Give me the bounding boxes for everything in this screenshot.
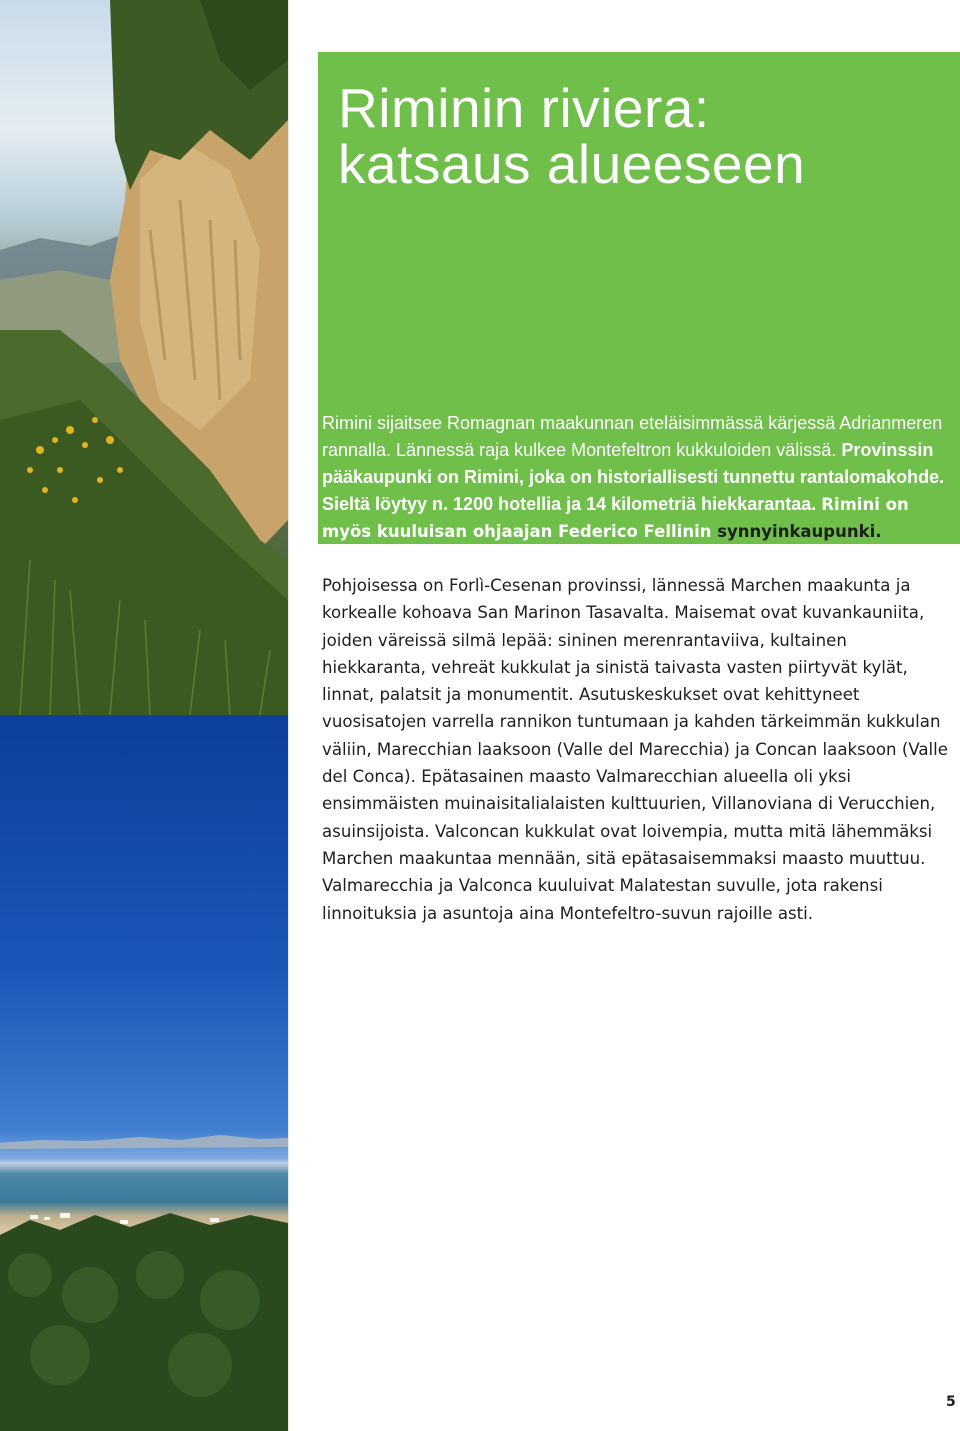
title-line-2: katsaus alueeseen — [338, 133, 806, 195]
intro-part-1: Rimini sijaitsee Romagnan maakunnan eteläisimmässä kärjessä Adrianmeren rannalla. Lännessä raja kulkee Montefeltron kukkuloiden välissä. — [322, 413, 943, 460]
page-number: 5 — [946, 1394, 956, 1410]
column-divider — [288, 0, 289, 1431]
page-title — [338, 77, 806, 195]
intro-part-2: Provinssin pääkaupunki on Rimini, joka on historiallisesti tunnettu rantalomakohde. Sieltä löytyy n. 1200 hotellia ja 14 kilometriä hiekkarantaa. — [322, 440, 945, 514]
intro-part-3: Rimini on myös kuuluisan ohjaajan Federico Fellinin — [322, 495, 909, 541]
title-line-1: Riminin riviera: — [338, 77, 710, 139]
intro-part-3-end: synnyinkaupunki. — [717, 522, 882, 541]
beach-landscape-photo — [0, 715, 288, 1431]
cliff-photo-art — [0, 0, 288, 715]
beach-photo-art — [0, 715, 288, 1431]
intro-paragraph — [322, 410, 952, 545]
body-paragraph: Pohjoisessa on Forlì-Cesenan provinssi, lännessä Marchen maakunta ja korkealle kohoava San Marinon Tasavalta. Maisemat ovat kuvankauniita, joiden väreissä silmä lepää: sininen merenrantaviiva, kultainen hiekkaranta, vehreät kukkulat ja sinistä taivasta vasten piirtyvät kylät, linnat, palatsit ja monumentit. Asutuskeskukset ovat kehittyneet vuosisatojen varrella rannikon tuntumaan ja kahden tärkeimmän kukkulan väliin, Marecchian laaksoon (Valle del Marecchia) ja Concan laaksoon (Valle del Conca). Epätasainen maasto Valmarecchian alueella oli yksi ensimmäisten muinaisitalialaisten kulttuurien, Villanoviana di Verucchien, asuinsijoista. Valconcan kukkulat ovat loivempia, mutta mitä lähemmäksi Marchen maakuntaa mennään, sitä epätasaisemmaksi maasto muuttuu. Valmarecchia ja Valconca kuuluivat Malatestan suvulle, jota rakensi linnoituksia ja asuntoja aina Montefeltro-suvun rajoille asti. — [322, 576, 948, 923]
cliff-landscape-photo — [0, 0, 288, 715]
